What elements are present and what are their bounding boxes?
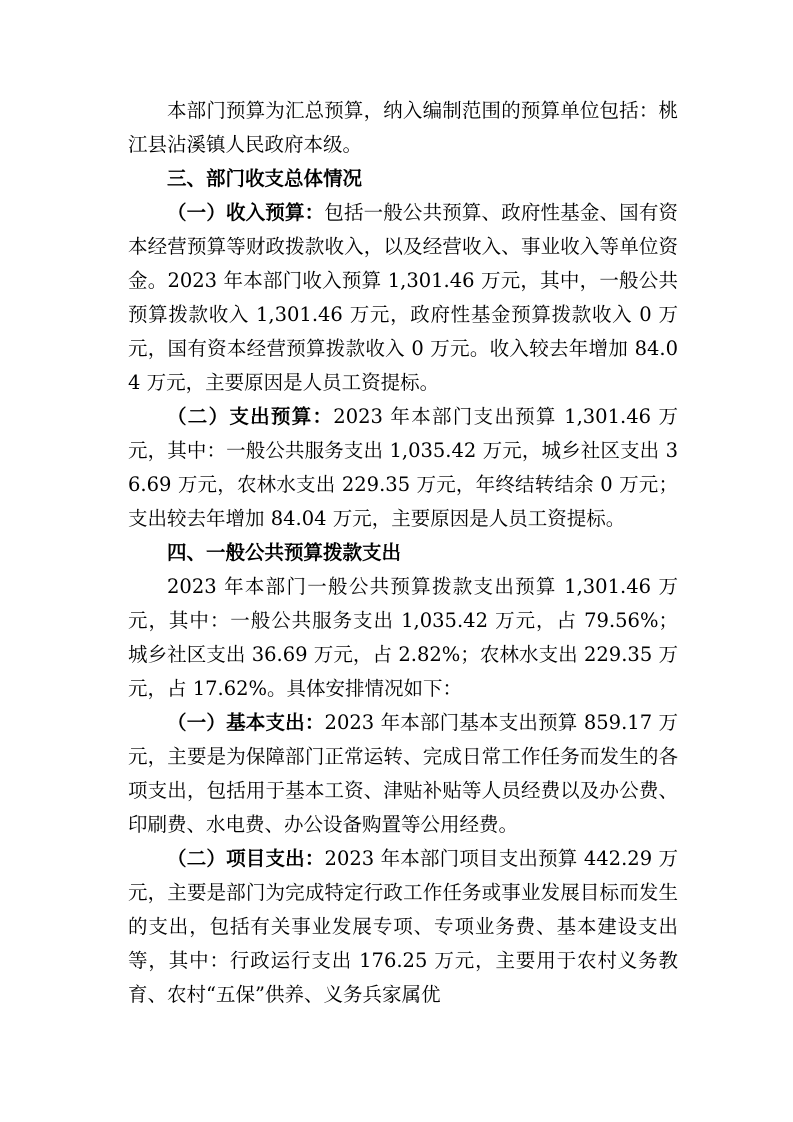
heading-text: 四、一般公共预算拨款支出 bbox=[167, 541, 402, 564]
paragraph-text: 本部门预算为汇总预算，纳入编制范围的预算单位包括：桃江县沾溪镇人民政府本级。 bbox=[128, 99, 678, 156]
paragraph-lead: （一）基本支出： bbox=[167, 711, 325, 734]
paragraph-expenditure-budget bbox=[128, 400, 678, 536]
paragraph-text: 2023 年本部门支出预算 1,301.46 万元，其中：一般公共服务支出 1,035.42 万元，城乡社区支出 36.69 万元，农林水支出 229.35 万元，年终结转结余 0 万元；支出较去年增加 84.04 万元，主要原因是人员工资提标。 bbox=[128, 405, 678, 530]
paragraph-text: 2023 年本部门项目支出预算 442.29 万元，主要是部门为完成特定行政工作任务或事业发展目标而发生的支出，包括有关事业发展专项、专项业务费、基本建设支出等，其中：行政运行支出 176.25 万元，主要用于农村义务教育、农村“五保”供养、义务兵家属优 bbox=[128, 847, 678, 1006]
paragraph-lead: （二）支出预算： bbox=[167, 405, 334, 428]
paragraph-revenue-budget bbox=[128, 196, 678, 400]
section-heading-revenue-expenditure bbox=[128, 162, 678, 196]
paragraph-general-budget-expenditure bbox=[128, 570, 678, 706]
paragraph-lead: （二）项目支出： bbox=[167, 847, 325, 870]
paragraph-project-expenditure bbox=[128, 842, 678, 1012]
paragraph-budget-scope bbox=[128, 94, 678, 162]
paragraph-text: 包括一般公共预算、政府性基金、国有资本经营预算等财政拨款收入，以及经营收入、事业收入等单位资金。2023 年本部门收入预算 1,301.46 万元，其中，一般公共预算拨款收入 1,301.46 万元，政府性基金预算拨款收入 0 万元，国有资本经营预算拨款收入 0 万元。收入较去年增加 84.04 万元，主要原因是人员工资提标。 bbox=[128, 201, 678, 394]
paragraph-lead: （一）收入预算： bbox=[167, 201, 325, 224]
paragraph-text: 2023 年本部门一般公共预算拨款支出预算 1,301.46 万元，其中：一般公共服务支出 1,035.42 万元，占 79.56%；城乡社区支出 36.69 万元，占 2.82%；农林水支出 229.35 万元，占 17.62%。具体安排情况如下： bbox=[128, 575, 678, 700]
heading-text: 三、部门收支总体情况 bbox=[167, 167, 363, 190]
paragraph-text: 2023 年本部门基本支出预算 859.17 万元，主要是为保障部门正常运转、完成日常工作任务而发生的各项支出，包括用于基本工资、津贴补贴等人员经费以及办公费、印刷费、水电费、办公设备购置等公用经费。 bbox=[128, 711, 678, 836]
document-body bbox=[128, 94, 678, 1012]
paragraph-basic-expenditure bbox=[128, 706, 678, 842]
section-heading-general-budget bbox=[128, 536, 678, 570]
